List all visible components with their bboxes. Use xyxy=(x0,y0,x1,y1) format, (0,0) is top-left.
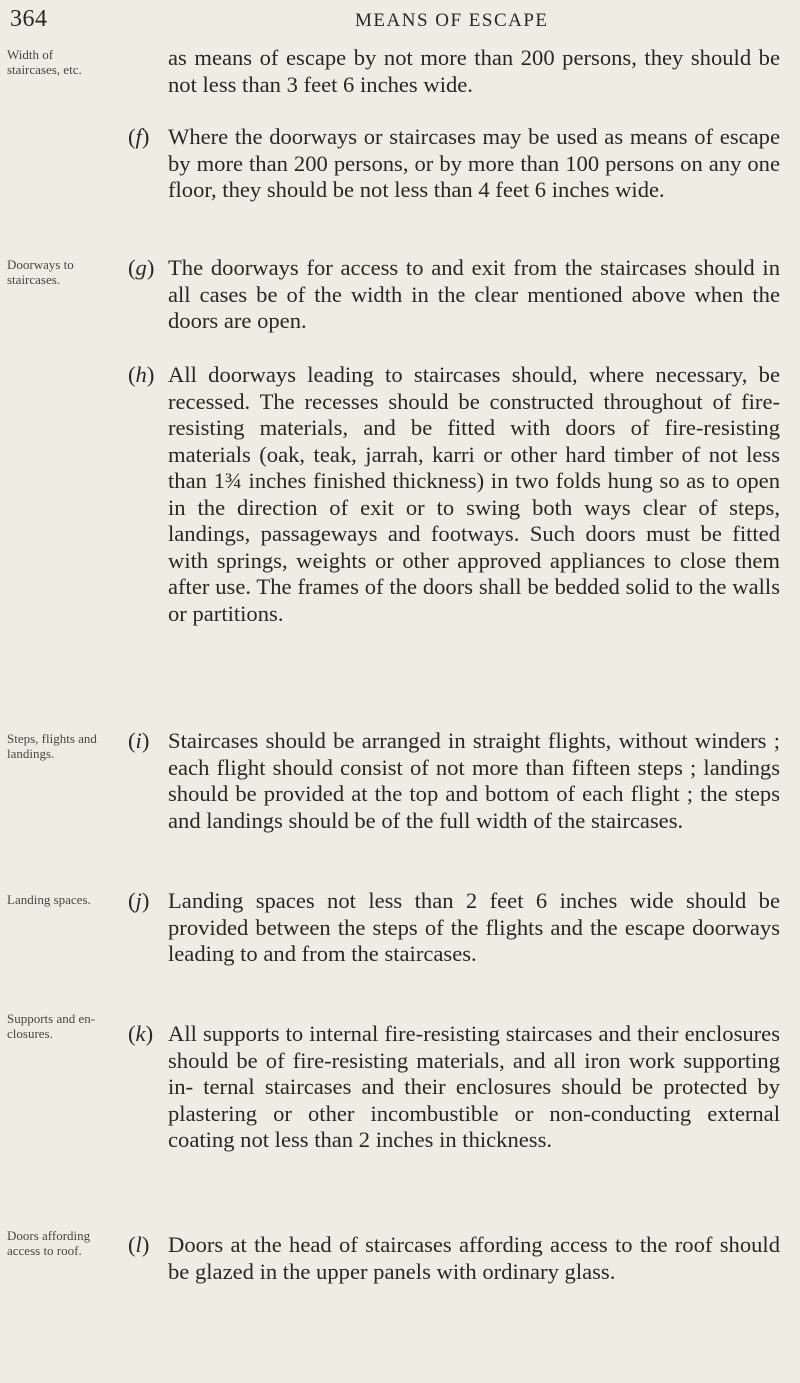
paragraph-text: All supports to internal fire-resisting staircases and their enclosures should be of fire-resisting materials, and all iron work supporting in- ternal staircases and their enclosures should be protected by plastering or other incombustible or non-conducting external coating not less than 2 inches in thickness. xyxy=(168,1021,780,1152)
paragraph-text: Landing spaces not less than 2 feet 6 inches wide should be provided between the steps of the flights and the escape doorways leading to and from the staircases. xyxy=(168,888,780,966)
paragraph-label: (j) xyxy=(128,888,150,913)
paragraph-l xyxy=(128,1232,780,1285)
paragraph-text: Doors at the head of staircases affording access to the roof should be glazed in the upper panels with ordinary glass. xyxy=(168,1232,780,1284)
paragraph-text: Where the doorways or staircases may be used as means of escape by more than 200 persons, or by more than 100 persons on any one floor, they should be not less than 4 feet 6 inches wide. xyxy=(168,124,780,202)
paragraph-f xyxy=(128,124,780,204)
paragraph-text: All doorways leading to staircases should, where necessary, be recessed. The recesses should be constructed throughout of fire-resisting materials, and be fitted with doors of fire-resisting materials (oak, teak, jarrah, karri or other hard timber of not less than 1¾ inches finished thickness) in two folds hung so as to open in the direction of exit or to swing both ways clear of steps, landings, passageways and footways. Such doors must be fitted with springs, weights or other approved appliances to close them after use. The frames of the doors shall be bedded solid to the walls or partitions. xyxy=(168,362,780,626)
page-number: 364 xyxy=(10,6,48,32)
paragraph-text: as means of escape by not more than 200 persons, they should be not less than 3 feet 6 inches wide. xyxy=(168,45,780,97)
margin-note-doors-affording-access-to-roof: Doors affording access to roof. xyxy=(7,1228,91,1258)
paragraph-label: (k) xyxy=(128,1021,154,1046)
paragraph-label: (h) xyxy=(128,362,155,387)
paragraph-continuation xyxy=(168,45,780,98)
paragraph-g xyxy=(128,255,780,335)
paragraph-h xyxy=(128,362,780,627)
margin-note-steps-flights-landings: Steps, flights and landings. xyxy=(7,731,97,761)
paragraph-label: (l) xyxy=(128,1232,150,1257)
paragraph-label: (f) xyxy=(128,124,150,149)
running-title: MEANS OF ESCAPE xyxy=(355,10,549,31)
margin-note-landing-spaces: Landing spaces. xyxy=(7,892,91,907)
margin-note-width-of-staircases: Width of staircases, etc. xyxy=(7,47,82,77)
paragraph-i xyxy=(128,728,780,834)
paragraph-text: The doorways for access to and exit from the staircases should in all cases be of the width in the clear mentioned above when the doors are open. xyxy=(168,255,780,333)
margin-note-supports-and-enclosures: Supports and en- closures. xyxy=(7,1011,96,1041)
paragraph-j xyxy=(128,888,780,968)
paragraph-k xyxy=(128,1021,780,1154)
paragraph-text: Staircases should be arranged in straight flights, without winders ; each flight should consist of not more than fifteen steps ; landings should be provided at the top and bottom of each flight ; the steps and landings should be of the full width of the staircases. xyxy=(168,728,780,833)
margin-note-doorways-to-staircases: Doorways to staircases. xyxy=(7,257,74,287)
paragraph-label: (g) xyxy=(128,255,155,280)
paragraph-label: (i) xyxy=(128,728,150,753)
page-header xyxy=(0,4,800,40)
